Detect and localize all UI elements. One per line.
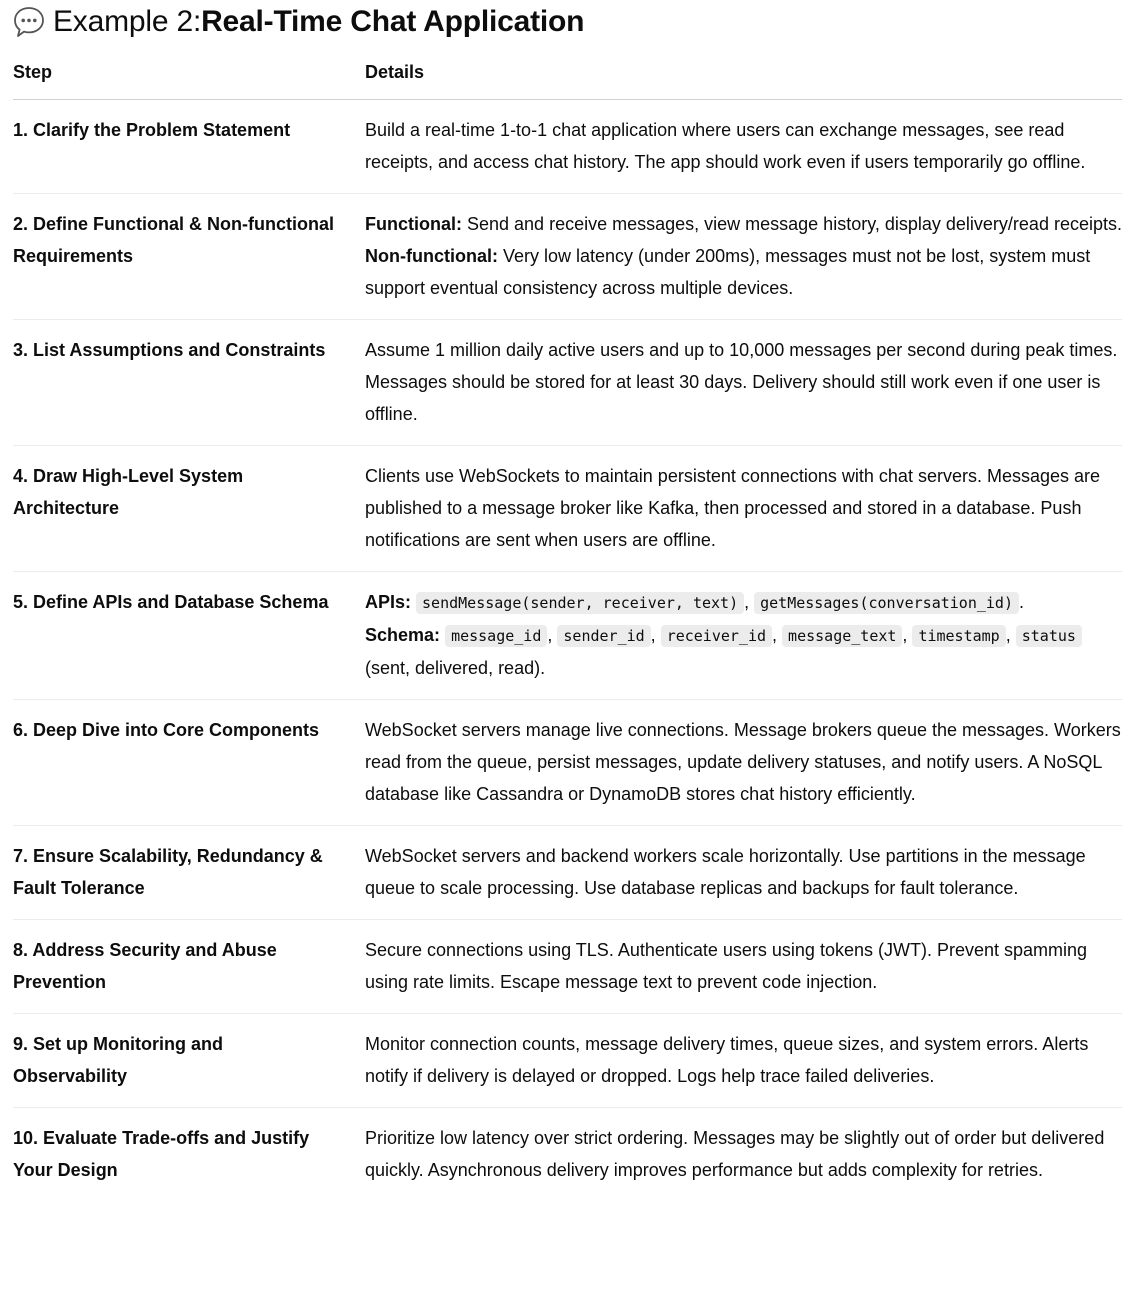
step-cell: 10. Evaluate Trade-offs and Justify Your Design [13,1128,310,1180]
column-header-details: Details [365,44,1122,100]
table-row [13,1108,1122,1202]
speech-bubble-icon [13,5,45,39]
schema-line: Schema: message_id , sender_id , receiver_id , message_text , timestamp , status (sent, delivered, read). [365,619,1122,684]
schema-field-code: timestamp [912,625,1005,647]
details-cell [365,194,1122,320]
details-cell: Secure connections using TLS. Authenticate users using tokens (JWT). Prevent spamming using rate limits. Escape message text to prevent code injection. [365,920,1122,1014]
step-cell: 7. Ensure Scalability, Redundancy & Fault Tolerance [13,826,365,920]
step-cell: 5. Define APIs and Database Schema [13,572,365,700]
table-row [13,100,1122,194]
api-code: sendMessage(sender, receiver, text) [416,592,744,614]
column-header-step: Step [13,44,365,100]
table-row [13,826,1122,920]
details-cell: WebSocket servers manage live connections. Message brokers queue the messages. Workers read from the queue, persist messages, update delivery statuses, and notify users. A NoSQL database like Cassandra or DynamoDB stores chat history efficiently. [365,700,1122,826]
functional-text: Send and receive messages, view message history, display delivery/read receipts. [462,214,1122,234]
schema-field-code: receiver_id [661,625,772,647]
table-row [13,320,1122,446]
heading-title: Real-Time Chat Application [201,5,585,38]
step-cell: 8. Address Security and Abuse Prevention [13,920,365,1014]
details-cell [365,572,1122,700]
step-cell: 2. Define Functional & Non-functional Requirements [13,194,365,320]
step-cell: 9. Set up Monitoring and Observability [13,1014,365,1108]
step-cell: 1. Clarify the Problem Statement [13,100,365,194]
table-row [13,700,1122,826]
steps-table [13,44,1122,1201]
schema-field-code: message_text [782,625,902,647]
schema-field-code: sender_id [557,625,650,647]
table-header-row [13,44,1122,100]
step-cell: 6. Deep Dive into Core Components [13,700,365,826]
table-row [13,920,1122,1014]
details-cell: WebSocket servers and backend workers scale horizontally. Use partitions in the message queue to scale processing. Use database replicas and backups for fault tolerance. [365,826,1122,920]
table-row [13,446,1122,572]
step-cell: 4. Draw High-Level System Architecture [13,446,365,572]
status-values: (sent, delivered, read). [365,658,546,678]
heading-prefix: Example 2: [53,5,202,38]
details-cell: Clients use WebSockets to maintain persistent connections with chat servers. Messages are published to a message broker like Kafka, then processed and stored in a database. Push notifications are sent when users are offline. [365,446,1122,572]
functional-label: Functional: [365,214,462,234]
nonfunctional-requirements [365,240,1122,304]
apis-line: APIs: sendMessage(sender, receiver, text) , getMessages(conversation_id) . [365,592,1025,612]
api-code: getMessages(conversation_id) [754,592,1019,614]
table-row [13,572,1122,700]
apis-label: APIs: [365,592,412,612]
schema-field-code: message_id [445,625,547,647]
details-cell: Prioritize low latency over strict ordering. Messages may be slightly out of order but delivered quickly. Asynchronous delivery improves performance but adds complexity for retries. [365,1128,1105,1180]
section-heading [13,0,1122,44]
table-row [13,194,1122,320]
nonfunctional-label: Non-functional: [365,246,498,266]
schema-label: Schema: [365,625,441,645]
details-cell: Assume 1 million daily active users and up to 10,000 messages per second during peak times. Messages should be stored for at least 30 days. Delivery should still work even if one user is offline. [365,320,1122,446]
details-cell: Monitor connection counts, message delivery times, queue sizes, and system errors. Alerts notify if delivery is delayed or dropped. Logs help trace failed deliveries. [365,1014,1122,1108]
details-cell: Build a real-time 1-to-1 chat application where users can exchange messages, see read receipts, and access chat history. The app should work even if users temporarily go offline. [365,100,1122,194]
nonfunctional-text: Very low latency (under 200ms), messages must not be lost, system must support eventual consistency across multiple devices. [365,246,1091,298]
step-cell: 3. List Assumptions and Constraints [13,320,365,446]
schema-field-code: status [1016,625,1082,647]
functional-requirements [365,208,1122,240]
table-row [13,1014,1122,1108]
